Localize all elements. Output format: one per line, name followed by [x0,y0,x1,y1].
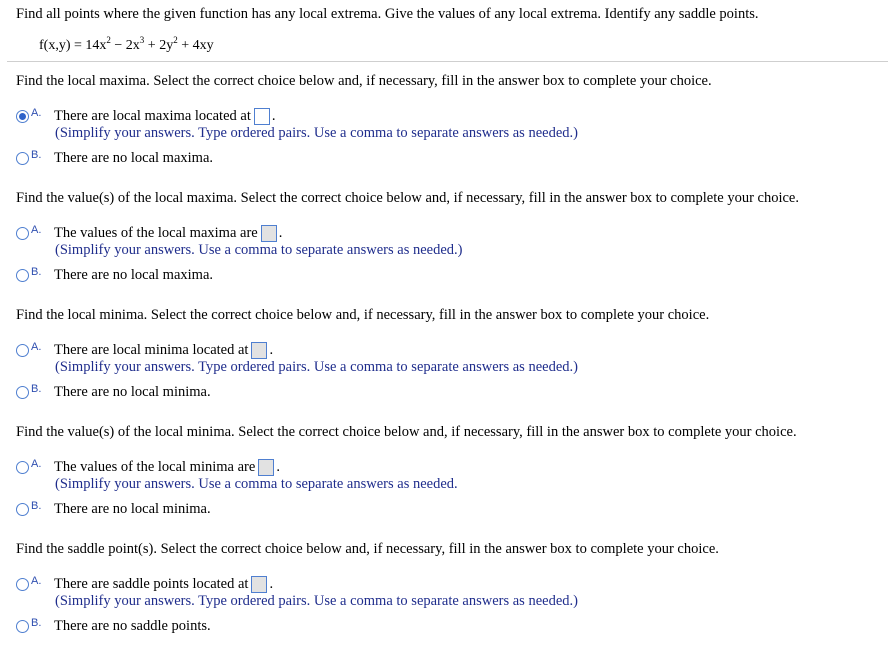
saddle-points-choice-a[interactable] [16,574,273,594]
problem-prompt: Find all points where the given function has any local extrema. Give the values of any local extrema. Identify any saddle points. [16,6,759,22]
local-minima-hint: (Simplify your answers. Type ordered pairs. Use a comma to separate answers as needed.) [55,359,578,375]
divider [7,61,888,62]
formula-exponent: 2 [106,35,111,45]
choice-text: There are no local maxima. [54,266,214,283]
local-maxima-choice-b[interactable] [16,148,213,168]
local-maxima-values-choice-b[interactable] [16,265,213,285]
choice-text: The values of the local maxima are [54,224,258,241]
saddle-points-answer-box[interactable] [251,576,267,593]
choice-text: The values of the local minima are [54,458,256,475]
choice-text: There are no saddle points. [54,617,211,634]
choice-text: There are local minima located at [54,341,249,358]
local-minima-values-instruction: Find the value(s) of the local minima. Select the correct choice below and, if necessary, fill in the answer box to complete your choice. [16,424,797,440]
saddle-points-instruction: Find the saddle point(s). Select the correct choice below and, if necessary, fill in the answer box to complete your choice. [16,541,719,557]
choice-period: . [269,575,274,592]
radio-icon[interactable] [16,620,29,633]
choice-text: There are no local minima. [54,500,211,517]
local-minima-choice-b[interactable] [16,382,211,402]
choice-period: . [278,224,283,241]
radio-icon[interactable] [16,578,29,591]
local-minima-values-choice-a[interactable] [16,457,280,477]
local-maxima-answer-box[interactable] [254,108,270,125]
formula-term: + 2y [144,38,174,53]
radio-icon[interactable] [16,461,29,474]
choice-letter: B. [31,617,42,629]
radio-icon[interactable] [16,269,29,282]
local-minima-instruction: Find the local minima. Select the correct choice below and, if necessary, fill in the answer box to complete your choice. [16,307,710,323]
local-minima-values-hint: (Simplify your answers. Use a comma to separate answers as needed. [55,476,458,492]
formula-term: + 4xy [177,38,214,53]
choice-text: There are local maxima located at [54,107,251,124]
choice-letter: B. [31,149,42,161]
choice-letter: A. [31,341,42,353]
radio-icon[interactable] [16,152,29,165]
local-maxima-hint: (Simplify your answers. Type ordered pairs. Use a comma to separate answers as needed.) [55,125,578,141]
radio-icon[interactable] [16,344,29,357]
local-maxima-values-choice-a[interactable] [16,223,282,243]
choice-letter: A. [31,575,42,587]
local-maxima-values-answer-box[interactable] [261,225,277,242]
local-minima-answer-box[interactable] [251,342,267,359]
choice-period: . [271,107,276,124]
formula-exponent: 2 [173,35,178,45]
local-maxima-values-instruction: Find the value(s) of the local maxima. Select the correct choice below and, if necessary, fill in the answer box to complete your choice. [16,190,799,206]
choice-letter: A. [31,107,42,119]
choice-text: There are no local minima. [54,383,211,400]
choice-text: There are no local maxima. [54,149,214,166]
local-maxima-instruction: Find the local maxima. Select the correct choice below and, if necessary, fill in the answer box to complete your choice. [16,73,712,89]
choice-text: There are saddle points located at [54,575,249,592]
radio-icon[interactable] [16,227,29,240]
local-maxima-values-hint: (Simplify your answers. Use a comma to separate answers as needed.) [55,242,463,258]
choice-letter: B. [31,266,42,278]
choice-letter: B. [31,500,42,512]
radio-icon[interactable] [16,386,29,399]
saddle-points-choice-b[interactable] [16,616,211,636]
local-maxima-choice-a[interactable] [16,106,275,126]
formula-term: − 2x [110,38,140,53]
radio-icon[interactable] [16,503,29,516]
choice-letter: B. [31,383,42,395]
local-minima-values-choice-b[interactable] [16,499,211,519]
choice-period: . [269,341,274,358]
formula-lhs: f(x,y) = 14x [39,38,107,53]
function-formula [39,35,214,54]
radio-selected-icon[interactable] [16,110,29,123]
formula-exponent: 3 [139,35,145,45]
local-minima-values-answer-box[interactable] [258,459,274,476]
choice-letter: A. [31,224,42,236]
saddle-points-hint: (Simplify your answers. Type ordered pairs. Use a comma to separate answers as needed.) [55,593,578,609]
local-minima-choice-a[interactable] [16,340,273,360]
choice-letter: A. [31,458,42,470]
choice-period: . [276,458,280,475]
